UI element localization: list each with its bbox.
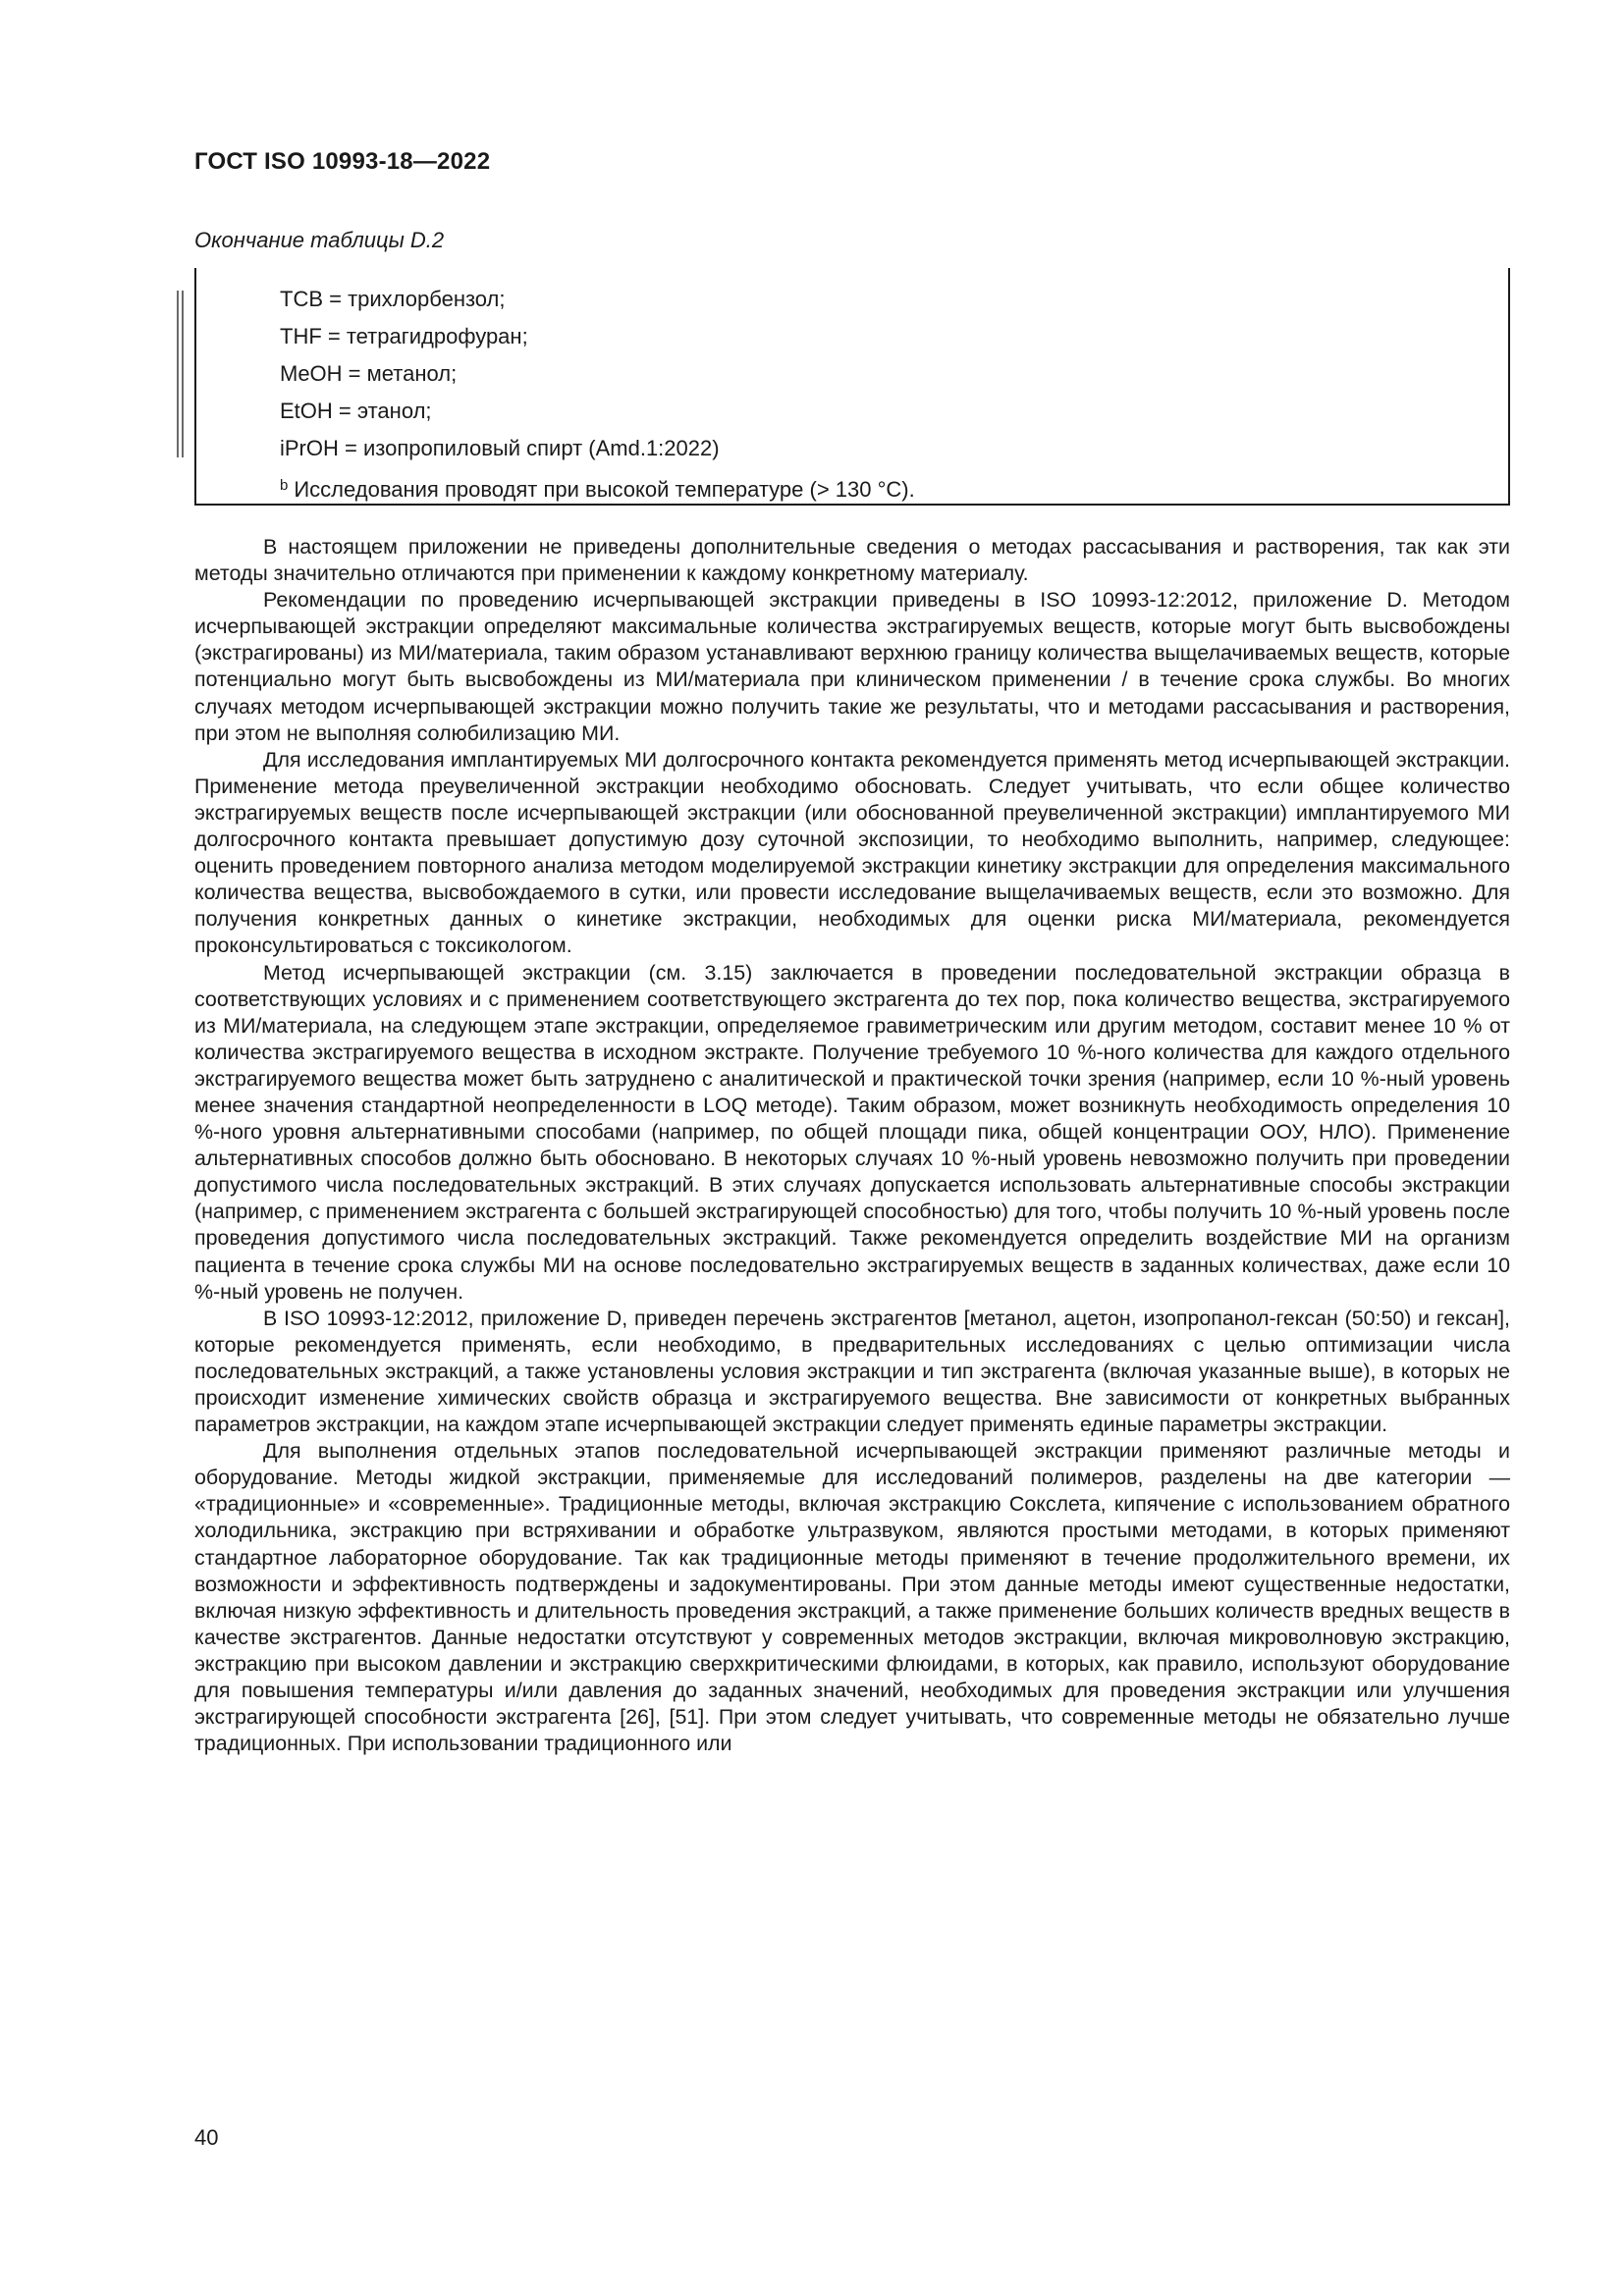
paragraph: Метод исчерпывающей экстракции (см. 3.15) заключается в проведении последовательной экстракции образца в соответствующих условиях и с применением соответствующего экстрагента до тех пор, пока количество вещества, экстрагируемого из МИ/материала, на следующем этапе экстракции, определяемое гравиметрическим или другим методом, составит менее 10 % от количества экстрагируемого вещества в исходном экстракте. Получение требуемого 10 %-ного количества для каждого отдельного экстрагируемого вещества может быть затруднено с аналитической и практической точки зрения (например, если 10 %-ный уровень менее значения стандартной неопределенности в LOQ методе). Таким образом, может возникнуть необходимость определения 10 %-ного уровня альтернативными способами (например, по общей площади пика, общей концентрации ООУ, НЛО). Применение альтернативных способов должно быть обосновано. В некоторых случаях 10 %-ный уровень невозможно получить при проведении допустимого числа последовательных экстракций. В этих случаях допускается использовать альтернативные способы экстракции (например, с применением экстрагента с большей экстрагирующей способностью) для того, чтобы получить 10 %-ный уровень после проведения допустимого числа последовательных экстракций. Также рекомендуется определить воздействие МИ на организм пациента в течение срока службы МИ на основе последовательно экстрагируемых веществ в заданных количествах, даже если 10 %-ный уровень не получен. [194,960,1510,1304]
table-continuation-caption: Окончание таблицы D.2 [194,228,445,252]
standard-header: ГОСТ ISO 10993-18—2022 [194,148,491,175]
page-number: 40 [194,2125,219,2150]
note-item: MeOH = метанол; [280,361,458,386]
note-item: TCB = трихлорбензол; [280,287,506,311]
note-item: iPrOH = изопропиловый спирт (Amd.1:2022) [280,436,720,460]
table-footnote [280,467,915,505]
footnote-text: Исследования проводят при высокой температуре (> 130 °С). [294,477,915,502]
paragraph: В настоящем приложении не приведены дополнительные сведения о методах рассасывания и растворения, так как эти методы значительно отличаются при применении к каждому конкретному материалу. [194,535,1510,586]
paragraph: В ISO 10993-12:2012, приложение D, приведен перечень экстрагентов [метанол, ацетон, изопропанол-гексан (50:50) и гексан], которые рекомендуется применять, если необходимо, в предварительных исследованиях с целью оптимизации числа последовательных экстракций, а также установлены условия экстракции и тип экстрагента (включая указанные выше), в которых не происходит изменение химических свойств образца и экстрагируемого вещества. Вне зависимости от конкретных выбранных параметров экстракции, на каждом этапе исчерпывающей экстракции следует применять единые параметры экстракции. [194,1306,1510,1437]
footnote-marker: b [280,477,289,494]
note-item: THF = тетрагидрофуран; [280,324,528,348]
abbreviation-notes [280,281,915,505]
revision-marker [177,291,184,457]
body-text [194,534,1510,1757]
paragraph: Рекомендации по проведению исчерпывающей экстракции приведены в ISO 10993-12:2012, приложение D. Методом исчерпывающей экстракции определяют максимальные количества экстрагируемых веществ, которые могут быть высвобождены (экстрагированы) из МИ/материала, таким образом устанавливают верхнюю границу количества выщелачиваемых веществ, которые потенциально могут быть высвобождены из МИ/материала при клиническом применении / в течение срока службы. Во многих случаях методом исчерпывающей экстракции можно получить такие же результаты, что и методами рассасывания и растворения, при этом не выполняя солюбилизацию МИ. [194,588,1510,745]
paragraph: Для выполнения отдельных этапов последовательной исчерпывающей экстракции применяют различные методы и оборудование. Методы жидкой экстракции, применяемые для исследований полимеров, разделены на две категории — «традиционные» и «современные». Традиционные методы, включая экстракцию Сокслета, кипячение с использованием обратного холодильника, экстракцию при встряхивании и обработке ультразвуком, являются простыми методами, в которых применяют стандартное лабораторное оборудование. Так как традиционные методы применяют в течение продолжительного времени, их возможности и эффективность подтверждены и задокументированы. При этом данные методы имеют существенные недостатки, включая низкую эффективность и длительность проведения экстракций, а также применение больших количеств вредных веществ в качестве экстрагентов. Данные недостатки отсутствуют у современных методов экстракции, включая микроволновую экстракцию, экстракцию при высоком давлении и экстракцию сверхкритическими флюидами, в которых, как правило, используют оборудование для повышения температуры и/или давления до заданных значений, необходимых для проведения экстракции или улучшения экстрагирующей способности экстрагента [26], [51]. При этом следует учитывать, что современные методы не обязательно лучше традиционных. При использовании традиционного или [194,1439,1510,1756]
paragraph: Для исследования имплантируемых МИ долгосрочного контакта рекомендуется применять метод исчерпывающей экстракции. Применение метода преувеличенной экстракции необходимо обосновать. Следует учитывать, что если общее количество экстрагируемых веществ после исчерпывающей экстракции (или обоснованной преувеличенной экстракции) имплантируемого МИ долгосрочного контакта превышает допустимую дозу суточной экспозиции, то необходимо выполнить, например, следующее: оценить проведением повторного анализа методом моделируемой экстракции кинетику экстракции для определения максимального количества вещества, высвобождаемого в сутки, или провести исследование выщелачиваемых веществ, если это возможно. Для получения конкретных данных о кинетике экстракции, необходимых для оценки риска МИ/материала, рекомендуется проконсультироваться с токсикологом. [194,747,1510,958]
note-item: EtOH = этанол; [280,399,432,423]
